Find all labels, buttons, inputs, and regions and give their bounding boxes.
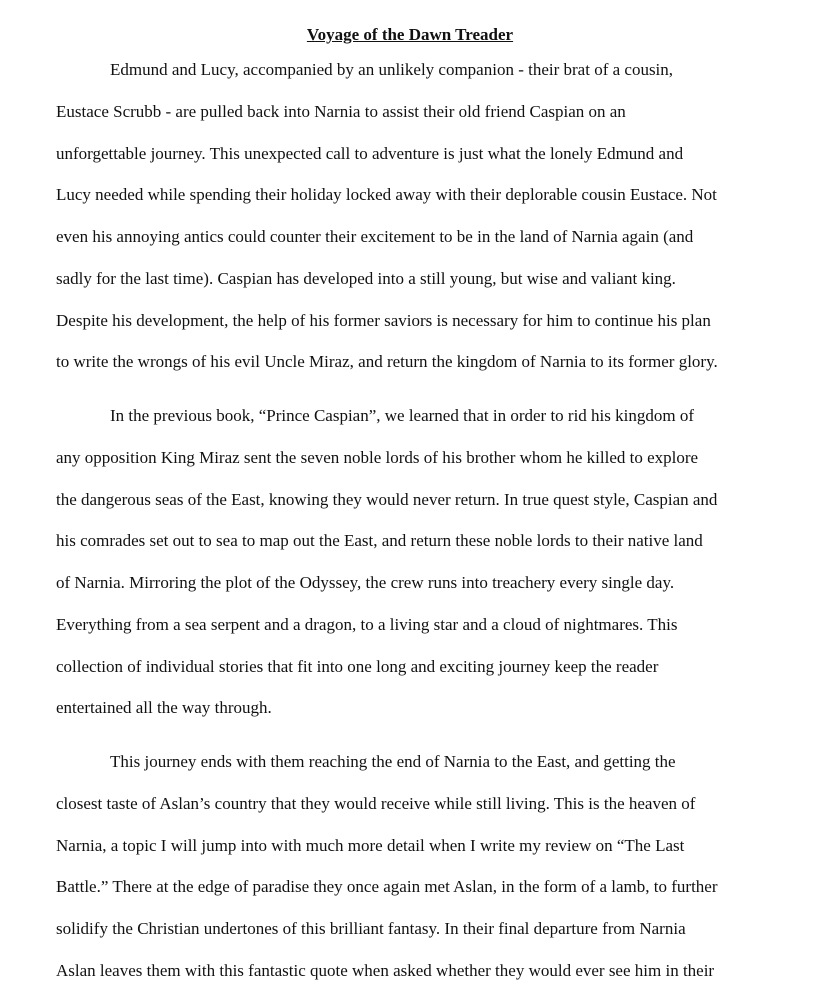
paragraph-2-line-5: of Narnia. Mirroring the plot of the Odyssey, the crew runs into treachery every single day. xyxy=(56,573,675,592)
paragraph-2-line-3: the dangerous seas of the East, knowing they would never return. In true quest style, Caspian and xyxy=(56,490,718,509)
paragraph-3-line-3: Narnia, a topic I will jump into with much more detail when I write my review on “The Last xyxy=(56,836,685,855)
paragraph-3-line-2: closest taste of Aslan’s country that they would receive while still living. This is the heaven of xyxy=(56,794,696,813)
paragraph-2-line-6: Everything from a sea serpent and a dragon, to a living star and a cloud of nightmares. This xyxy=(56,615,678,634)
paragraph-2-line-7: collection of individual stories that fit into one long and exciting journey keep the reader xyxy=(56,657,659,676)
paragraph-1-line-7: Despite his development, the help of his former saviors is necessary for him to continue his plan xyxy=(56,311,711,330)
paragraph-2-line-1: In the previous book, “Prince Caspian”, we learned that in order to rid his kingdom of xyxy=(110,406,694,425)
paragraph-2-line-8: entertained all the way through. xyxy=(56,698,272,717)
paragraph-2-line-4: his comrades set out to sea to map out the East, and return these noble lords to their native land xyxy=(56,531,703,550)
paragraph-1-line-5: even his annoying antics could counter their excitement to be in the land of Narnia again (and xyxy=(56,227,694,246)
paragraph-1-line-4: Lucy needed while spending their holiday locked away with their deplorable cousin Eustace. Not xyxy=(56,185,717,204)
paragraph-1-line-8: to write the wrongs of his evil Uncle Miraz, and return the kingdom of Narnia to its former glory. xyxy=(56,352,718,371)
paragraph-3-line-1: This journey ends with them reaching the end of Narnia to the East, and getting the xyxy=(110,752,676,771)
paragraph-3-line-5: solidify the Christian undertones of this brilliant fantasy. In their final departure from Narnia xyxy=(56,919,686,938)
paragraph-1-line-3: unforgettable journey. This unexpected call to adventure is just what the lonely Edmund and xyxy=(56,144,684,163)
paragraph-2-line-2: any opposition King Miraz sent the seven noble lords of his brother whom he killed to explore xyxy=(56,448,699,467)
document-title: Voyage of the Dawn Treader xyxy=(306,25,514,44)
paragraph-1-line-1: Edmund and Lucy, accompanied by an unlikely companion - their brat of a cousin, xyxy=(110,60,674,79)
paragraph-3-line-6: Aslan leaves them with this fantastic quote when asked whether they would ever see him in their xyxy=(56,961,715,980)
paragraph-3-line-4: Battle.” There at the edge of paradise they once again met Aslan, in the form of a lamb, to further xyxy=(56,877,718,896)
paragraph-1-line-6: sadly for the last time). Caspian has developed into a still young, but wise and valiant king. xyxy=(56,269,676,288)
paragraph-1-line-2: Eustace Scrubb - are pulled back into Narnia to assist their old friend Caspian on an xyxy=(56,102,626,121)
